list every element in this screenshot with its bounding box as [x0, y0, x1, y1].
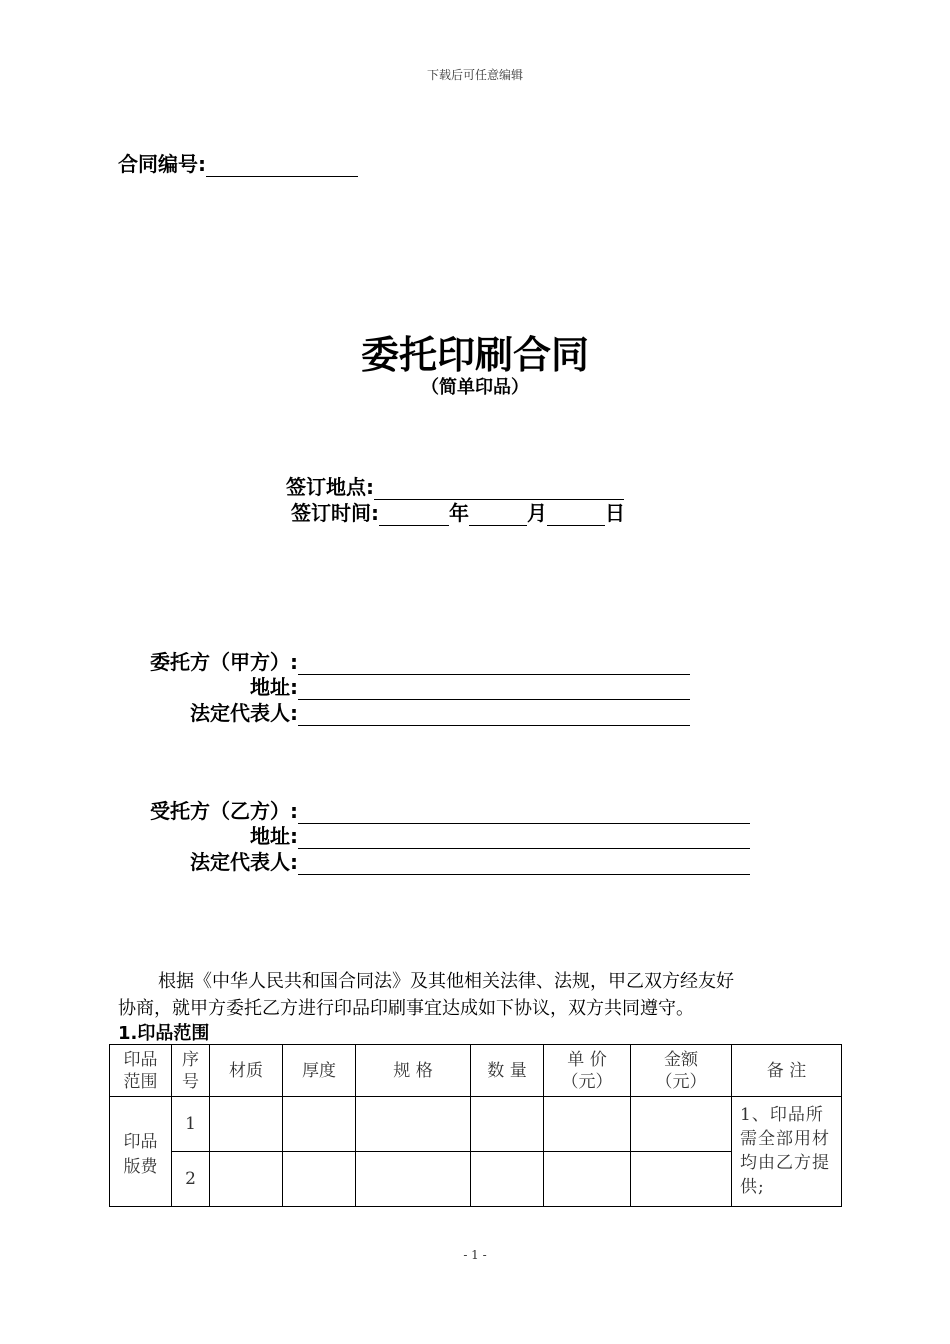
sign-time-row	[291, 497, 625, 526]
month-label: 月	[527, 501, 547, 525]
unit-price-cell[interactable]	[544, 1152, 631, 1207]
quantity-cell[interactable]	[471, 1152, 544, 1207]
party-b-address-label: 地址:	[250, 824, 298, 848]
seq-cell: 2	[172, 1152, 210, 1207]
sign-day-blank[interactable]	[547, 505, 605, 526]
party-a-rep-label: 法定代表人:	[190, 701, 298, 725]
material-cell[interactable]	[210, 1097, 283, 1152]
table-row	[110, 1097, 842, 1152]
note-cell: 1、印品所需全部用材均由乙方提供;	[732, 1097, 842, 1207]
intro-line-2: 协商，就甲方委托乙方进行印品印刷事宜达成如下协议，双方共同遵守。	[118, 998, 694, 1019]
print-scope-table	[109, 1044, 842, 1207]
header-material: 材质	[210, 1045, 283, 1097]
page-number: - 1 -	[463, 1248, 487, 1262]
seq-cell: 1	[172, 1097, 210, 1152]
party-a-rep-row	[118, 697, 690, 726]
party-b-rep-label: 法定代表人:	[190, 850, 298, 874]
header-quantity: 数 量	[471, 1045, 544, 1097]
party-b-label: 受托方（乙方）:	[150, 799, 298, 823]
amount-cell[interactable]	[631, 1097, 732, 1152]
year-label: 年	[449, 501, 469, 525]
table-header-row	[110, 1045, 842, 1097]
party-b-rep-blank[interactable]	[298, 854, 750, 875]
sign-month-blank[interactable]	[469, 505, 527, 526]
sign-place-row	[286, 471, 624, 500]
contract-number-blank[interactable]	[206, 156, 358, 177]
header-scope: 印品 范围	[110, 1045, 172, 1097]
party-b-rep-row	[118, 846, 750, 875]
sign-place-label: 签订地点:	[286, 475, 374, 499]
header-note: 备 注	[732, 1045, 842, 1097]
intro-paragraph	[118, 968, 838, 1022]
party-a-address-label: 地址:	[250, 675, 298, 699]
contract-number-row	[118, 148, 358, 177]
party-b-address-row	[118, 820, 750, 849]
document-title: 委托印刷合同	[360, 333, 589, 377]
document-subtitle: （简单印品）	[421, 377, 529, 398]
spec-cell[interactable]	[356, 1097, 471, 1152]
spec-cell[interactable]	[356, 1152, 471, 1207]
party-a-address-row	[118, 671, 690, 700]
header-unit-price: 单 价 （元）	[544, 1045, 631, 1097]
header-amount: 金额 （元）	[631, 1045, 732, 1097]
section-1-heading: 1.印品范围	[118, 1023, 210, 1044]
material-cell[interactable]	[210, 1152, 283, 1207]
contract-number-label: 合同编号:	[118, 152, 206, 176]
header-spec: 规 格	[356, 1045, 471, 1097]
intro-line-1: 根据《中华人民共和国合同法》及其他相关法律、法规，甲乙双方经友好	[158, 971, 734, 992]
header-note: 下载后可任意编辑	[426, 68, 523, 82]
category-cell: 印品 版费	[110, 1097, 172, 1207]
quantity-cell[interactable]	[471, 1097, 544, 1152]
party-a-label: 委托方（甲方）:	[150, 650, 298, 674]
unit-price-cell[interactable]	[544, 1097, 631, 1152]
thickness-cell[interactable]	[283, 1097, 356, 1152]
header-thickness: 厚度	[283, 1045, 356, 1097]
day-label: 日	[605, 501, 625, 525]
sign-year-blank[interactable]	[379, 505, 449, 526]
header-seq: 序 号	[172, 1045, 210, 1097]
amount-cell[interactable]	[631, 1152, 732, 1207]
sign-time-label: 签订时间:	[291, 501, 379, 525]
thickness-cell[interactable]	[283, 1152, 356, 1207]
party-a-rep-blank[interactable]	[298, 705, 690, 726]
